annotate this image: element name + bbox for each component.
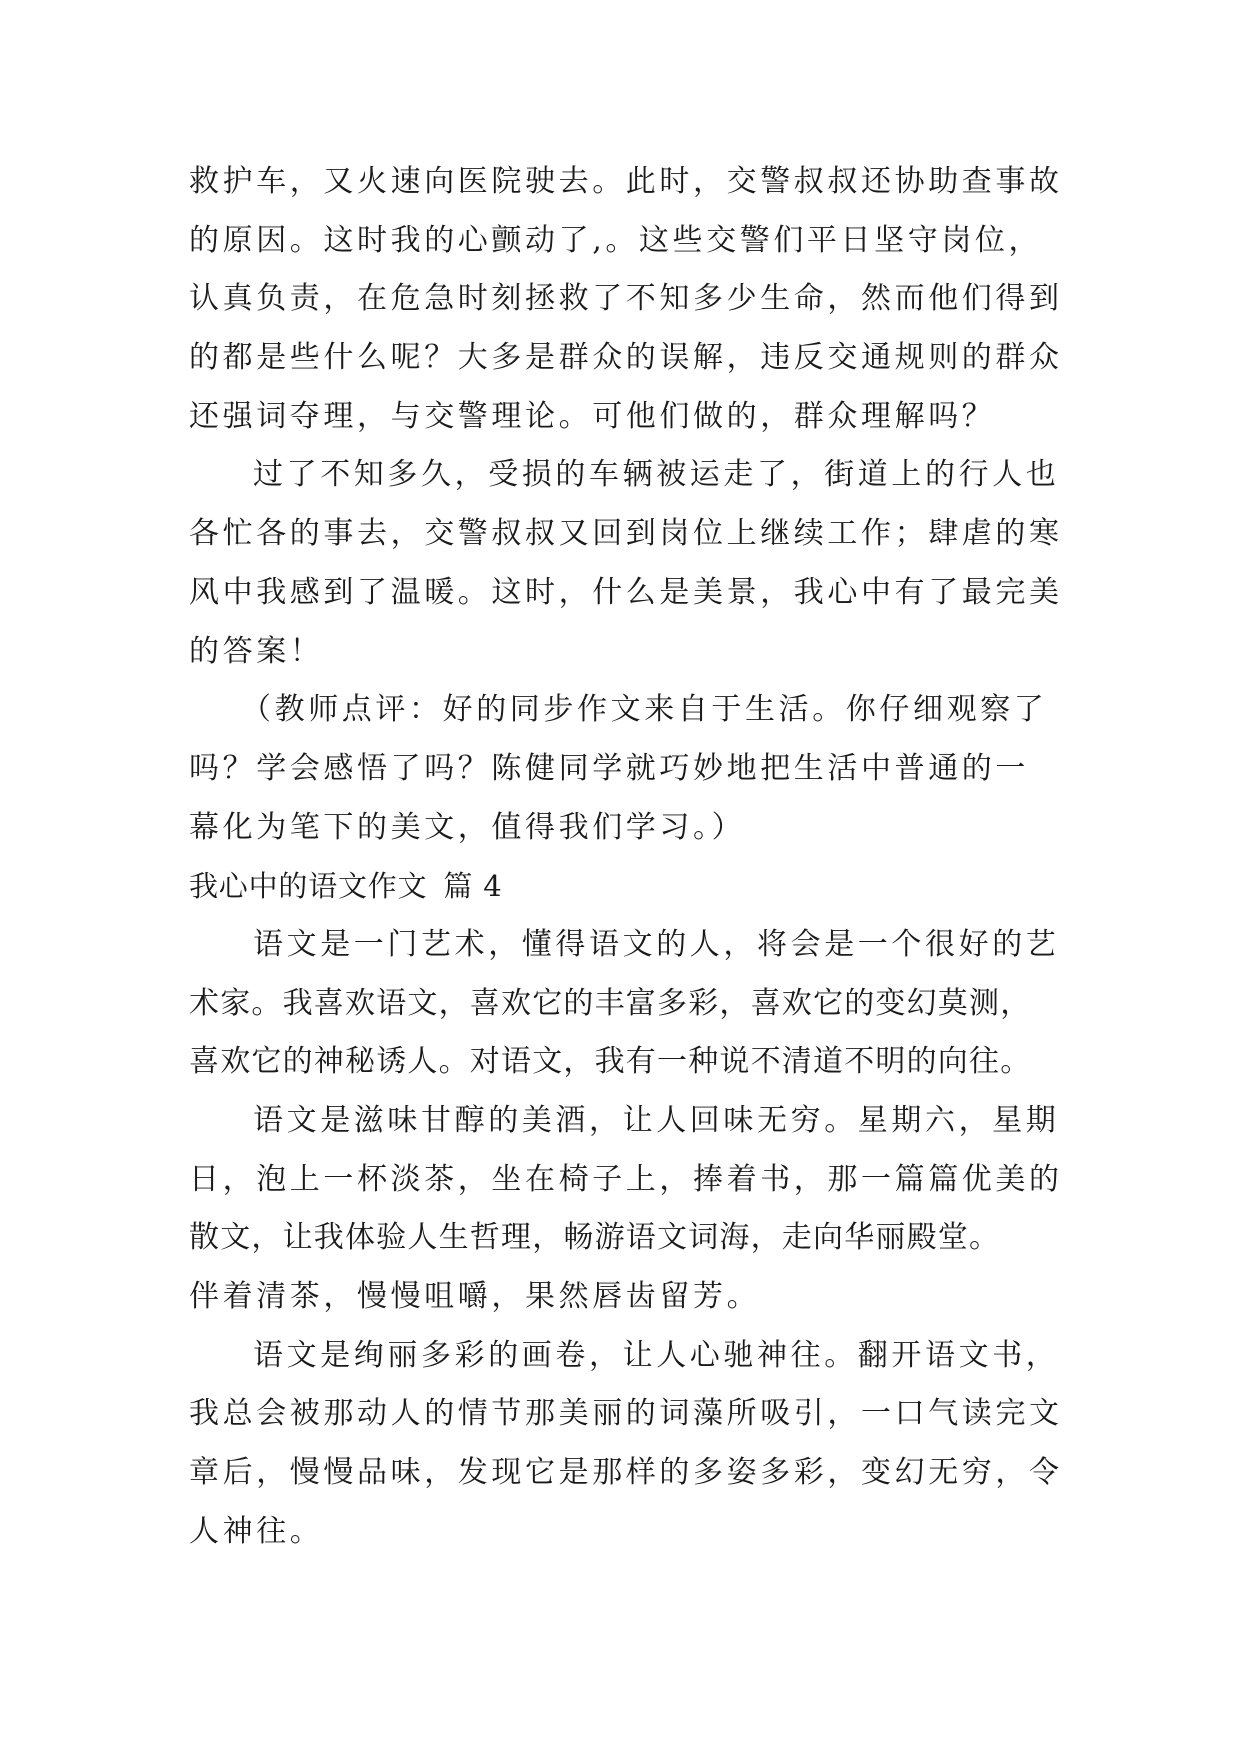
text-line: 散文，让我体验人生哲理，畅游语文词海，走向华丽殿堂。 xyxy=(189,1220,1001,1256)
text-line: 人神往。 xyxy=(189,1513,324,1549)
text-line: 风中我感到了温暖。这时，什么是美景，我心中有了最完美 xyxy=(189,574,1063,610)
text-line: 我总会被那动人的情节那美丽的词藻所吸引，一口气读完文 xyxy=(189,1396,1063,1432)
text-line: 的原因。这时我的心颤动了,。这些交警们平日坚守岗位， xyxy=(189,222,1043,258)
text-line: 语文是一门艺术，懂得语文的人，将会是一个很好的艺 xyxy=(253,926,1060,962)
teacher-comment-line: 吗？学会感悟了吗？陈健同学就巧妙地把生活中普通的一 xyxy=(189,750,1029,786)
text-line: 救护车，又火速向医院驶去。此时，交警叔叔还协助查事故 xyxy=(189,164,1063,199)
text-line: 喜欢它的神秘诱人。对语文，我有一种说不清道不明的向往。 xyxy=(189,1044,1032,1080)
teacher-comment-line: 幕化为笔下的美文，值得我们学习。） xyxy=(189,809,746,845)
essay-title: 我心中的语文作文 xyxy=(189,869,428,904)
text-line: 伴着清茶，慢慢咀嚼，果然唇齿留芳。 xyxy=(189,1279,761,1315)
text-line: 章后，慢慢品味，发现它是那样的多姿多彩，变幻无穷，令 xyxy=(189,1455,1063,1491)
text-line: 语文是滋味甘醇的美酒，让人回味无穷。星期六，星期 xyxy=(253,1103,1060,1138)
text-line: 过了不知多久，受损的车辆被运走了，街道上的行人也 xyxy=(253,457,1060,493)
document-body xyxy=(189,153,1069,1562)
text-line: 日，泡上一杯淡茶，坐在椅子上，捧着书，那一篇篇优美的 xyxy=(189,1161,1063,1197)
essay-number: 篇 4 xyxy=(443,869,503,904)
essay-heading xyxy=(189,857,1069,916)
text-line: 认真负责，在危急时刻拯救了不知多少生命，然而他们得到 xyxy=(189,281,1063,317)
text-line: 的答案！ xyxy=(189,633,324,669)
text-line: 的都是些什么呢？大多是群众的误解，违反交通规则的群众 xyxy=(189,340,1063,376)
text-line: 各忙各的事去，交警叔叔又回到岗位上继续工作；肆虐的寒 xyxy=(189,516,1063,552)
text-line: 语文是绚丽多彩的画卷，让人心驰神往。翻开语文书， xyxy=(253,1337,1060,1373)
text-line: 还强词夺理，与交警理论。可他们做的，群众理解吗？ xyxy=(189,398,996,434)
teacher-comment-line: （教师点评：好的同步作文来自于生活。你仔细观察了 xyxy=(241,692,1048,728)
text-line: 术家。我喜欢语文，喜欢它的丰富多彩，喜欢它的变幻莫测， xyxy=(189,985,1032,1021)
